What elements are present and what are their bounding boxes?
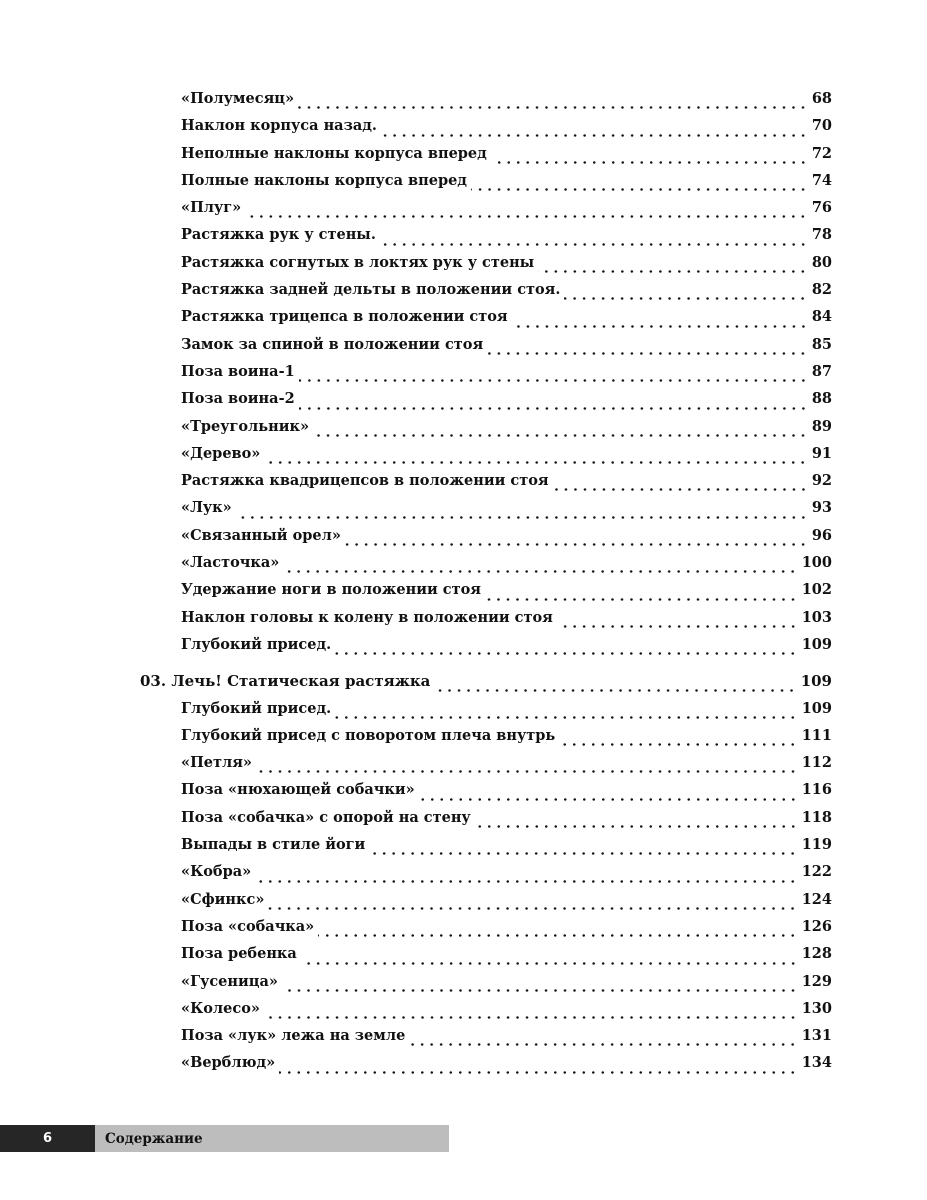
toc-entry-title: Замок за спиной в положении стоя: [181, 335, 484, 353]
toc-entry-page: 122: [801, 863, 832, 881]
toc-entry-page: 78: [811, 226, 832, 244]
toc-entry-page: 82: [811, 281, 832, 299]
toc-entry-page: 103: [801, 608, 832, 626]
toc-entry[interactable]: [140, 945, 832, 972]
dot-leader: [236, 516, 808, 519]
dot-leader: [282, 989, 798, 992]
toc-entry-page: 109: [801, 635, 832, 653]
toc-entry-page: 109: [800, 672, 832, 691]
toc-entry-title: Растяжка рук у стены.: [181, 226, 376, 244]
toc-entry-title: Растяжка согнутых в локтях рук у стены: [181, 253, 535, 271]
toc-entry-page: 124: [801, 890, 832, 908]
toc-entry-page: 119: [801, 836, 832, 854]
toc-entry[interactable]: [140, 499, 832, 526]
toc-entry-page: 102: [801, 581, 832, 599]
toc-entry-page: 111: [801, 726, 832, 744]
toc-entry-title: Выпады в стиле йоги: [181, 836, 366, 854]
dot-leader: [245, 215, 808, 218]
toc-entry[interactable]: [140, 700, 832, 727]
toc-entry[interactable]: [140, 445, 832, 472]
toc-entry[interactable]: [140, 973, 832, 1000]
toc-entry-page: 130: [801, 999, 832, 1017]
dot-leader: [491, 161, 808, 164]
toc-entry-page: 116: [801, 781, 832, 799]
dot-leader: [279, 1071, 798, 1074]
toc-entry-title: Поза воина-1: [181, 362, 295, 380]
toc-entry-page: 92: [811, 472, 832, 490]
dot-leader: [299, 379, 808, 382]
dot-leader: [471, 188, 808, 191]
toc-entry[interactable]: [140, 754, 832, 781]
toc-entry[interactable]: [140, 254, 832, 281]
toc-entry-page: 112: [801, 754, 832, 772]
dot-leader: [264, 461, 807, 464]
dot-leader: [475, 825, 798, 828]
toc-entry-title: 03. Лечь! Статическая растяжка: [140, 672, 431, 691]
toc-entry-title: Наклон корпуса назад.: [181, 117, 377, 135]
toc-entry-page: 109: [801, 699, 832, 717]
toc-entry[interactable]: [140, 609, 832, 636]
toc-entry[interactable]: [140, 809, 832, 836]
toc-entry[interactable]: [140, 636, 832, 663]
toc-entry-page: 85: [811, 335, 832, 353]
dot-leader: [299, 407, 808, 410]
toc-entry-title: «Верблюд»: [181, 1054, 276, 1072]
toc-entry-title: Глубокий присед.: [181, 635, 332, 653]
toc-entry-title: Поза «собачка» с опорой на стену: [181, 808, 471, 826]
toc-entry[interactable]: [140, 781, 832, 808]
toc-entry[interactable]: [140, 90, 832, 117]
toc-entry[interactable]: [140, 1054, 832, 1081]
toc-entry[interactable]: [140, 581, 832, 608]
toc-entry-title: «Лук»: [181, 499, 232, 517]
dot-leader: [512, 325, 808, 328]
toc-entry-page: 76: [811, 199, 832, 217]
dot-leader: [256, 770, 798, 773]
toc-entry-page: 131: [801, 1027, 832, 1045]
toc-entry[interactable]: [140, 336, 832, 363]
toc-entry-page: 72: [811, 144, 832, 162]
toc-entry-title: «Петля»: [181, 754, 252, 772]
toc-entry[interactable]: [140, 390, 832, 417]
running-header-label: Содержание: [95, 1125, 449, 1152]
toc-entry-title: Наклон головы к колену в положении стоя: [181, 608, 553, 626]
toc-entry-title: «Дерево»: [181, 444, 261, 462]
toc-entry-title: Глубокий присед с поворотом плеча внутрь: [181, 726, 556, 744]
dot-leader: [538, 270, 808, 273]
toc-entry-page: 87: [811, 362, 832, 380]
dot-leader: [564, 297, 807, 300]
toc-entry[interactable]: [140, 1027, 832, 1054]
toc-entry-title: Поза ребенка: [181, 945, 297, 963]
toc-entry-page: 68: [811, 90, 832, 107]
dot-leader: [559, 743, 797, 746]
dot-leader: [255, 880, 798, 883]
toc-entry[interactable]: [140, 145, 832, 172]
toc-entry-page: 96: [811, 526, 832, 544]
toc-entry-title: Полные наклоны корпуса вперед: [181, 171, 467, 189]
dot-leader: [434, 689, 796, 692]
toc-entry-page: 70: [811, 117, 832, 135]
toc-entry-page: 91: [811, 444, 832, 462]
toc-entry-page: 93: [811, 499, 832, 517]
toc-entry-title: Поза «лук» лежа на земле: [181, 1027, 406, 1045]
toc-entry-title: Растяжка задней дельты в положении стоя.: [181, 281, 561, 299]
toc-entry-title: «Ласточка»: [181, 554, 280, 572]
toc-entry-title: «Полумесяц»: [181, 90, 295, 107]
toc-entry-title: Растяжка квадрицепсов в положении стоя: [181, 472, 549, 490]
toc-entry[interactable]: [140, 891, 832, 918]
dot-leader: [268, 907, 797, 910]
toc-entry[interactable]: [140, 527, 832, 554]
toc-entry[interactable]: [140, 1000, 832, 1027]
toc-entry[interactable]: [140, 281, 832, 308]
dot-leader: [301, 962, 798, 965]
toc-section-heading[interactable]: [140, 672, 832, 699]
dot-leader: [283, 570, 797, 573]
toc-entry[interactable]: [140, 199, 832, 226]
dot-leader: [335, 652, 798, 655]
toc-entry-title: Неполные наклоны корпуса вперед: [181, 144, 487, 162]
toc-entry-title: Растяжка трицепса в положении стоя: [181, 308, 508, 326]
toc-entry[interactable]: [140, 226, 832, 253]
toc-entry-title: «Связанный орел»: [181, 526, 341, 544]
dot-leader: [298, 106, 808, 109]
toc-entry-title: «Плуг»: [181, 199, 242, 217]
dot-leader: [345, 543, 808, 546]
toc-entry-page: 126: [801, 917, 832, 935]
dot-leader: [264, 1016, 798, 1019]
dot-leader: [485, 598, 798, 601]
toc-entry[interactable]: [140, 117, 832, 144]
dot-leader: [318, 934, 797, 937]
dot-leader: [553, 488, 808, 491]
toc-entry-page: 129: [801, 972, 832, 990]
dot-leader: [409, 1043, 797, 1046]
toc-entry-title: «Колесо»: [181, 999, 260, 1017]
dot-leader: [419, 798, 798, 801]
toc-entry[interactable]: [140, 172, 832, 199]
toc-entry-title: «Сфинкс»: [181, 890, 265, 908]
toc-entry[interactable]: [140, 308, 832, 335]
toc-entry-page: 128: [801, 945, 832, 963]
toc-entry[interactable]: [140, 418, 832, 445]
toc-entry-title: Поза воина-2: [181, 390, 295, 408]
toc-entry-page: 74: [811, 171, 832, 189]
toc-entry-page: 84: [811, 308, 832, 326]
toc-entry-page: 118: [801, 808, 832, 826]
page-number: 6: [0, 1125, 95, 1152]
toc-entry[interactable]: [140, 554, 832, 581]
table-of-contents: [140, 90, 832, 1082]
toc-entry[interactable]: [140, 727, 832, 754]
toc-entry-page: 80: [811, 253, 832, 271]
dot-leader: [557, 625, 798, 628]
dot-leader: [313, 434, 808, 437]
toc-entry[interactable]: [140, 472, 832, 499]
toc-entry[interactable]: [140, 836, 832, 863]
dot-leader: [335, 716, 798, 719]
toc-entry[interactable]: [140, 363, 832, 390]
dot-leader: [381, 134, 808, 137]
toc-entry-title: «Гусеница»: [181, 972, 278, 990]
page-footer: [0, 1125, 449, 1152]
toc-entry-title: Глубокий присед.: [181, 699, 332, 717]
toc-entry[interactable]: [140, 918, 832, 945]
toc-entry[interactable]: [140, 863, 832, 890]
toc-entry-title: Поза «нюхающей собачки»: [181, 781, 415, 799]
toc-entry-title: «Кобра»: [181, 863, 252, 881]
toc-entry-page: 89: [811, 417, 832, 435]
toc-entry-page: 88: [811, 390, 832, 408]
toc-entry-title: «Треугольник»: [181, 417, 310, 435]
dot-leader: [369, 852, 797, 855]
dot-leader: [487, 352, 808, 355]
dot-leader: [380, 243, 808, 246]
toc-entry-page: 100: [801, 554, 832, 572]
toc-entry-page: 134: [801, 1054, 832, 1072]
toc-entry-title: Удержание ноги в положении стоя: [181, 581, 481, 599]
toc-entry-title: Поза «собачка»: [181, 917, 315, 935]
